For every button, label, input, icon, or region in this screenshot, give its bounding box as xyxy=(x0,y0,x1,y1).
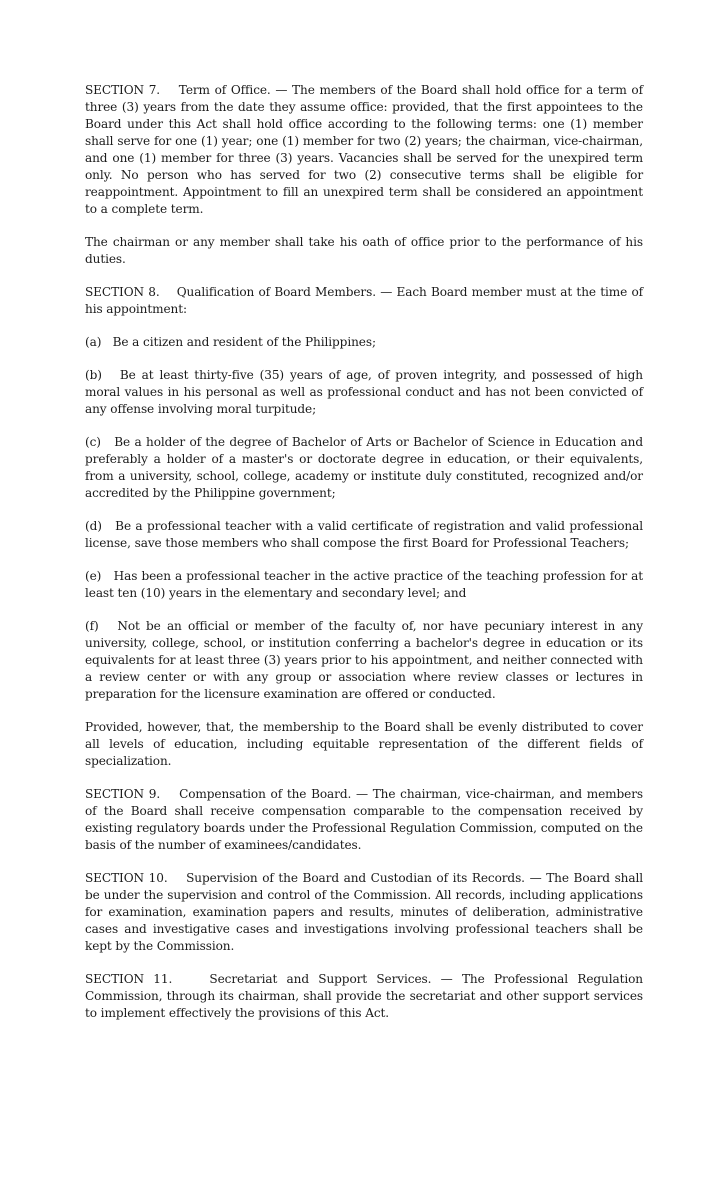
section-label: SECTION 10. xyxy=(85,871,168,885)
qualification-c xyxy=(85,434,643,502)
section-heading: Secretariat and Support Services. — xyxy=(209,972,462,986)
section-8-proviso-paragraph: Provided, however, that, the membership to the Board shall be evenly distributed to cover all levels of education, including equitable representation of the different fields of specialization. xyxy=(85,720,643,768)
section-body: The Board shall be under the supervision and control of the Commission. All records, including applications for examination, examination papers and results, minutes of deliberation, administrative cases and investigative cases and investigations involving professional teachers shall be kept by the Commission. xyxy=(85,871,644,953)
item-label: (e) xyxy=(85,569,102,583)
section-7 xyxy=(85,82,643,218)
item-label: (a) xyxy=(85,335,102,349)
qualification-f xyxy=(85,618,643,703)
qualification-a xyxy=(85,334,643,351)
item-label: (c) xyxy=(85,435,101,449)
item-text: Be a citizen and resident of the Philippines; xyxy=(112,335,376,349)
document-page xyxy=(85,82,643,1038)
item-label: (d) xyxy=(85,519,102,533)
item-text: Be a professional teacher with a valid certificate of registration and valid professional license, save those members who shall compose the first Board for Professional Teachers; xyxy=(85,519,644,550)
item-text: Not be an official or member of the faculty of, nor have pecuniary interest in any university, college, school, or institution conferring a bachelor's degree in education or its equivalents for at least three (3) years prior to his appointment, and neither connected with a review center or with any group or association where review classes or lectures in preparation for the licensure examination are offered or conducted. xyxy=(85,619,643,701)
section-8 xyxy=(85,284,643,318)
section-label: SECTION 11. xyxy=(85,972,173,986)
section-body: Each Board member must at the time of his appointment: xyxy=(85,285,643,316)
qualification-d xyxy=(85,518,643,552)
section-heading: Qualification of Board Members. — xyxy=(177,285,397,299)
qualification-b xyxy=(85,367,643,418)
section-7-oath-paragraph: The chairman or any member shall take his oath of office prior to the performance of his duties. xyxy=(85,235,643,266)
section-label: SECTION 9. xyxy=(85,787,161,801)
section-label: SECTION 8. xyxy=(85,285,160,299)
qualification-e xyxy=(85,568,643,602)
section-heading: Compensation of the Board. — xyxy=(179,787,373,801)
section-heading: Term of Office. — xyxy=(179,83,292,97)
item-label: (b) xyxy=(85,368,102,382)
item-label: (f) xyxy=(85,619,99,633)
section-body: The Professional Regulation Commission, through its chairman, shall provide the secretariat and other support services to implement effectively the provisions of this Act. xyxy=(85,972,643,1020)
section-9 xyxy=(85,786,643,854)
section-heading: Supervision of the Board and Custodian of its Records. — xyxy=(186,871,546,885)
section-body: The chairman, vice-chairman, and members of the Board shall receive compensation comparable to the compensation received by existing regulatory boards under the Professional Regulation Commission, computed on the basis of the number of examinees/candidates. xyxy=(85,787,644,852)
item-text: Has been a professional teacher in the active practice of the teaching profession for at least ten (10) years in the elementary and secondary level; and xyxy=(85,569,643,600)
section-body: The members of the Board shall hold office for a term of three (3) years from the date they assume office: provided, that the first appointees to the Board under this Act shall hold office according to the following terms: one (1) member shall serve for one (1) year; one (1) member for two (2) years; the chairman, vice-chairman, and one (1) member for three (3) years. Vacancies shall be served for the unexpired term only. No person who has served for two (2) consecutive terms shall be eligible for reappointment. Appointment to fill an unexpired term shall be considered an appointment to a complete term. xyxy=(85,83,643,216)
section-11 xyxy=(85,971,643,1022)
item-text: Be a holder of the degree of Bachelor of Arts or Bachelor of Science in Education and preferably a holder of a master's or doctorate degree in education, or their equivalents, from a university, school, college, academy or institute duly constituted, recognized and/or accredited by the Philippine government; xyxy=(85,435,643,500)
section-label: SECTION 7. xyxy=(85,83,161,97)
section-10 xyxy=(85,870,643,955)
item-text: Be at least thirty-five (35) years of age, of proven integrity, and possessed of high moral values in his personal as well as professional conduct and has not been convicted of any offense involving moral turpitude; xyxy=(85,368,643,416)
